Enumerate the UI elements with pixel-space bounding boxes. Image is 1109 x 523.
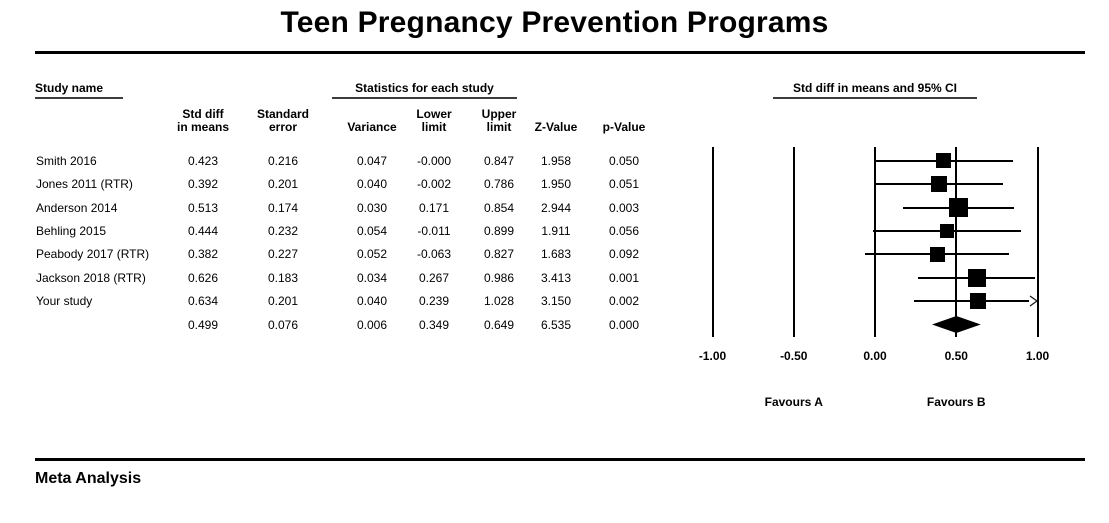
stat-value-cell: -0.063 — [416, 247, 452, 262]
effect-square — [940, 224, 954, 238]
stat-value-cell: 1.958 — [540, 153, 572, 168]
stat-value-cell: 0.392 — [187, 177, 219, 192]
axis-gridline — [955, 147, 957, 337]
stat-value-cell: 0.267 — [418, 270, 450, 285]
stat-value-cell: 0.227 — [267, 247, 299, 262]
stat-value-cell: 0.000 — [608, 317, 640, 332]
favours-b-label: Favours B — [926, 395, 986, 409]
ci-overflow-arrow-icon — [1029, 295, 1039, 307]
stat-value-cell: 0.056 — [608, 223, 640, 238]
stat-value-cell: 0.183 — [267, 270, 299, 285]
stat-value-cell: 0.827 — [483, 247, 515, 262]
stat-value-cell: 0.239 — [418, 294, 450, 309]
stat-value-cell: 0.216 — [267, 153, 299, 168]
stat-value-cell: 0.003 — [608, 200, 640, 215]
stat-value-cell: 0.040 — [356, 177, 388, 192]
study-name-cell: Your study — [36, 294, 93, 309]
stat-value-cell: 0.649 — [483, 317, 515, 332]
effect-square — [931, 176, 947, 192]
stat-value-cell: 0.899 — [483, 223, 515, 238]
study-name-cell: Anderson 2014 — [36, 200, 118, 215]
axis-tick-label: 0.00 — [863, 349, 887, 363]
stat-value-cell: 0.349 — [418, 317, 450, 332]
stat-value-cell: 1.683 — [540, 247, 572, 262]
favours-a-label: Favours A — [764, 395, 823, 409]
effect-square — [949, 198, 968, 217]
column-header: Variance — [347, 120, 397, 134]
study-name-cell: Jones 2011 (RTR) — [36, 177, 133, 192]
stat-value-cell: 0.174 — [267, 200, 299, 215]
axis-tick-label: -0.50 — [780, 349, 808, 363]
stat-value-cell: 0.052 — [356, 247, 388, 262]
stat-value-cell: 1.950 — [540, 177, 572, 192]
footer-label: Meta Analysis — [35, 470, 142, 487]
stat-value-cell: 0.499 — [187, 317, 219, 332]
stat-value-cell: 0.854 — [483, 200, 515, 215]
stat-value-cell: 0.513 — [187, 200, 219, 215]
axis-tick-label: -1.00 — [698, 349, 727, 363]
study-name-cell: Jackson 2018 (RTR) — [36, 270, 146, 285]
stat-value-cell: 0.006 — [356, 317, 388, 332]
statistics-group-header: Statistics for each study — [332, 81, 517, 99]
stat-value-cell: -0.011 — [417, 223, 451, 238]
stat-value-cell: 3.150 — [540, 294, 572, 309]
stat-value-cell: 0.047 — [356, 153, 388, 168]
stat-value-cell: 0.076 — [267, 317, 299, 332]
stat-value-cell: 1.911 — [541, 223, 571, 238]
stat-value-cell: -0.000 — [416, 153, 452, 168]
column-header: Lower limit — [416, 107, 452, 134]
overall-diamond — [932, 316, 981, 333]
column-header: Std diff in means — [176, 107, 230, 134]
study-name-cell: Peabody 2017 (RTR) — [36, 247, 150, 262]
axis-gridline — [793, 147, 795, 337]
stat-value-cell: 1.028 — [483, 294, 515, 309]
stat-value-cell: 0.050 — [608, 153, 640, 168]
axis-gridline — [874, 147, 876, 337]
stat-value-cell: 0.847 — [483, 153, 515, 168]
stat-value-cell: 0.423 — [187, 153, 219, 168]
column-header: Standard error — [256, 107, 309, 134]
study-name-header: Study name — [35, 81, 123, 99]
stat-value-cell: 0.001 — [608, 270, 640, 285]
stat-value-cell: 0.986 — [483, 270, 515, 285]
stat-value-cell: 0.002 — [608, 294, 640, 309]
study-name-cell: Smith 2016 — [36, 153, 97, 168]
stat-value-cell: 0.201 — [267, 294, 299, 309]
bottom-rule — [35, 458, 1085, 461]
forest-plot-header: Std diff in means and 95% CI — [773, 81, 977, 99]
stat-value-cell: 0.030 — [356, 200, 388, 215]
stat-value-cell: 0.634 — [187, 294, 219, 309]
effect-square — [930, 247, 945, 262]
column-header: Z-Value — [534, 120, 578, 134]
stat-value-cell: 2.944 — [540, 200, 572, 215]
column-header: p-Value — [602, 120, 646, 134]
stat-value-cell: 3.413 — [540, 270, 572, 285]
stat-value-cell: 0.444 — [187, 223, 219, 238]
stat-value-cell: 0.092 — [608, 247, 640, 262]
top-rule — [35, 51, 1085, 54]
stat-value-cell: 0.626 — [187, 270, 219, 285]
axis-tick-label: 0.50 — [944, 349, 968, 363]
axis-gridline — [712, 147, 714, 337]
axis-gridline — [1037, 147, 1039, 337]
stat-value-cell: -0.002 — [416, 177, 452, 192]
study-name-cell: Behling 2015 — [36, 223, 107, 238]
stat-value-cell: 0.786 — [483, 177, 515, 192]
stat-value-cell: 0.034 — [356, 270, 388, 285]
stat-value-cell: 0.040 — [356, 294, 388, 309]
stat-value-cell: 0.201 — [267, 177, 299, 192]
stat-value-cell: 0.054 — [356, 223, 388, 238]
stat-value-cell: 6.535 — [540, 317, 572, 332]
effect-square — [968, 269, 986, 287]
stat-value-cell: 0.382 — [187, 247, 219, 262]
effect-square — [936, 153, 951, 168]
axis-tick-label: 1.00 — [1025, 349, 1050, 363]
stat-value-cell: 0.232 — [267, 223, 299, 238]
column-header: Upper limit — [481, 107, 517, 134]
effect-square — [970, 293, 986, 309]
stat-value-cell: 0.171 — [418, 200, 450, 215]
chart-title: Teen Pregnancy Prevention Programs — [280, 6, 829, 39]
stat-value-cell: 0.051 — [608, 177, 640, 192]
